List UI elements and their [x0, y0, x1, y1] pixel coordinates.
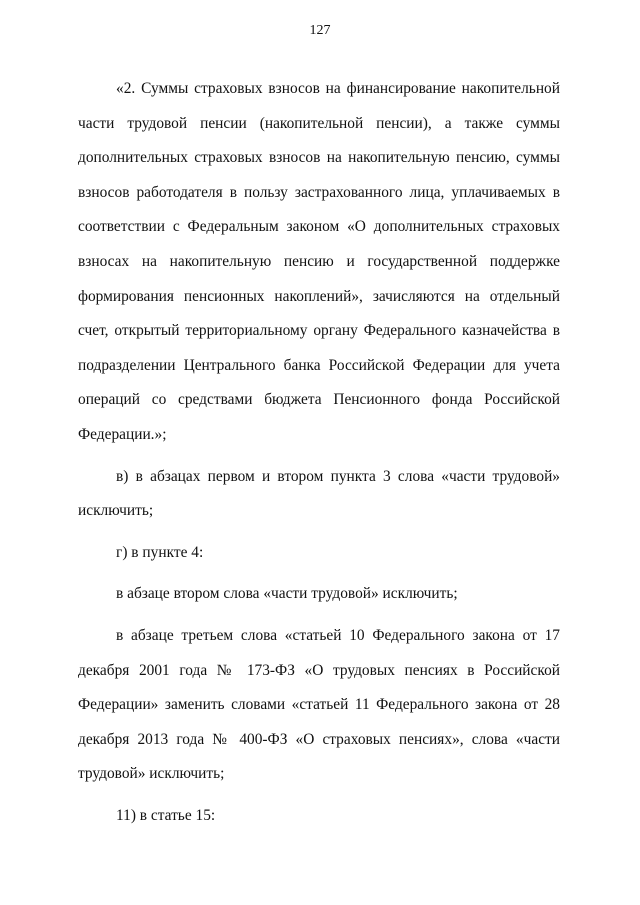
- paragraph-amendment-text: «2. Суммы страховых взносов на финансирование накопительной части трудовой пенсии (накопительной пенсии), а также суммы дополнительных страховых взносов на накопительную пенсию, суммы взносов работодателя в пользу застрахованного лица, уплачиваемых в соответствии с Федеральным законом «О дополнительных страховых взносах на накопительную пенсию и государственной поддержке формирования пенсионных накоплений», зачисляются на отдельный счет, открытый территориальному органу Федерального казначейства в подразделении Центрального банка Российской Федерации для учета операций со средствами бюджета Пенсионного фонда Российской Федерации.»;: [78, 80, 560, 443]
- paragraph-item-g: г) в пункте 4:: [116, 543, 204, 561]
- paragraph-item-v: в) в абзацах первом и втором пункта 3 слова «части трудовой» исключить;: [78, 467, 560, 520]
- paragraph-item-11: 11) в статье 15:: [116, 806, 216, 824]
- page-number: 127: [309, 23, 331, 38]
- paragraph-subitem-second: в абзаце втором слова «части трудовой» исключить;: [116, 585, 458, 603]
- paragraph-subitem-third: в абзаце третьем слова «статьей 10 Федерального закона от 17 декабря 2001 года № 173-ФЗ «О трудовых пенсиях в Российской Федерации» заменить словами «статьей 11 Федерального закона от 28 декабря 2013 года № 400-ФЗ «О страховых пенсиях», слова «части трудовой» исключить;: [78, 626, 560, 783]
- document-body: [78, 72, 560, 833]
